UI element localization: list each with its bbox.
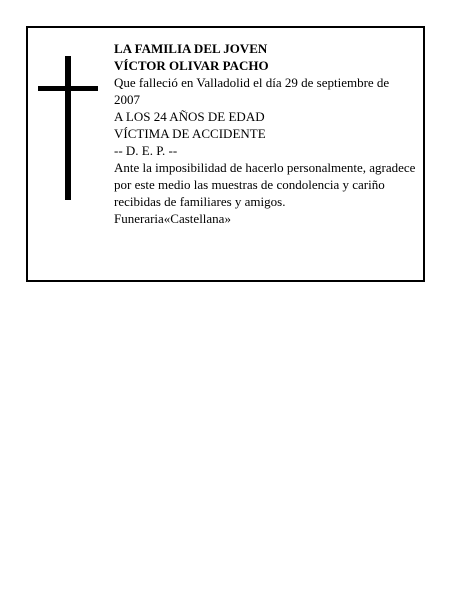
cause-of-death: VÍCTIMA DE ACCIDENTE [114,126,266,141]
rest-in-peace: -- D. E. P. -- [114,143,178,158]
cross-icon [38,56,98,200]
notice-text [114,40,418,227]
thanks-message: Ante la imposibilidad de hacerlo personalmente, agradece por este medio las muestras de condolencia y cariño recibidas de familiares y amigos. [114,160,416,209]
obituary-notice [26,26,425,282]
notice-heading-family: LA FAMILIA DEL JOVEN [114,41,268,56]
cross-horizontal-bar [38,86,98,91]
funeral-home: Funeraria«Castellana» [114,211,231,226]
age-at-death: A LOS 24 AÑOS DE EDAD [114,109,265,124]
cross-vertical-bar [65,56,71,200]
deceased-name: VÍCTOR OLIVAR PACHO [114,58,269,73]
death-info: Que falleció en Valladolid el día 29 de septiembre de 2007 [114,75,390,107]
